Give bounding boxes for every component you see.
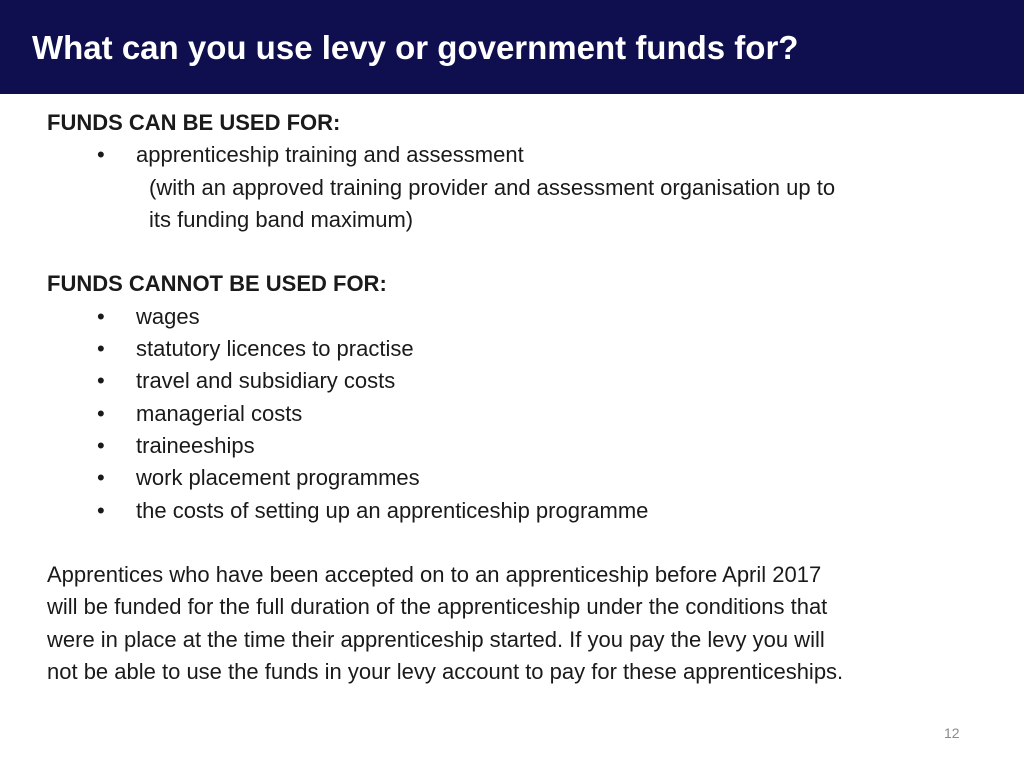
list-item <box>47 301 997 333</box>
paragraph-line: will be funded for the full duration of the apprenticeship under the conditions that <box>47 594 828 620</box>
list-item-text: managerial costs <box>136 400 303 426</box>
spacer <box>47 236 997 268</box>
funding-note-paragraph <box>47 559 967 688</box>
bullet-icon: • <box>97 465 105 491</box>
list-item <box>47 333 997 365</box>
list-item <box>47 365 997 397</box>
bullet-icon: • <box>97 368 105 394</box>
bullet-icon: • <box>97 400 105 426</box>
list-item-text: statutory licences to practise <box>136 336 414 362</box>
list-item-text: the costs of setting up an apprenticeship programme <box>136 497 649 523</box>
list-item-text: traineeships <box>136 432 255 458</box>
bullet-icon: • <box>97 497 105 523</box>
bullet-icon: • <box>97 432 105 458</box>
bullet-icon: • <box>97 142 105 168</box>
paragraph-line: not be able to use the funds in your levy account to pay for these apprenticeships. <box>47 659 844 685</box>
list-item <box>47 139 997 171</box>
page-title: What can you use levy or government funds for? <box>32 29 799 66</box>
cannot-use-heading: FUNDS CANNOT BE USED FOR: <box>47 271 387 297</box>
list-item-text: apprenticeship training and assessment <box>136 142 524 168</box>
can-use-heading: FUNDS CAN BE USED FOR: <box>47 110 341 135</box>
bullet-icon: • <box>97 336 105 362</box>
can-use-list <box>47 139 997 171</box>
list-item <box>47 398 997 430</box>
cannot-use-list <box>47 301 997 527</box>
list-item <box>47 495 997 527</box>
paragraph-line: Apprentices who have been accepted on to an apprenticeship before April 2017 <box>47 562 822 588</box>
page-number: 12 <box>944 725 960 741</box>
list-item-text: wages <box>136 303 200 329</box>
paragraph-line: were in place at the time their apprenticeship started. If you pay the levy you will <box>47 626 825 652</box>
list-item <box>47 462 997 494</box>
can-use-note-line: its funding band maximum) <box>149 206 414 232</box>
bullet-icon: • <box>97 303 105 329</box>
spacer <box>47 527 997 559</box>
title-bar <box>0 0 1024 94</box>
list-item <box>47 430 997 462</box>
can-use-note-line: (with an approved training provider and assessment organisation up to <box>149 174 836 200</box>
list-item-text: travel and subsidiary costs <box>136 368 396 394</box>
list-item-text: work placement programmes <box>136 465 420 491</box>
slide-content <box>47 107 997 688</box>
